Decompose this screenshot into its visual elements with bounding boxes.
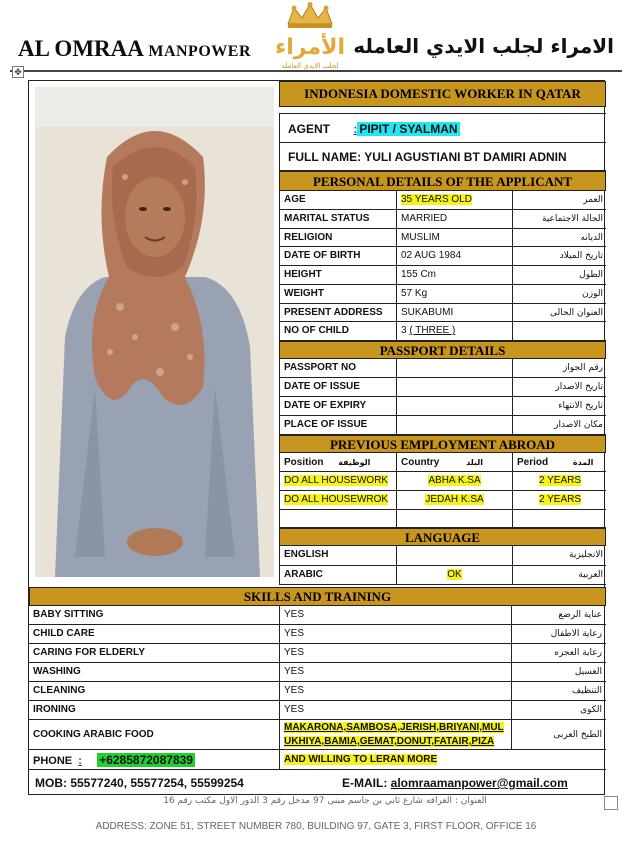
employment-header-row [279,453,606,472]
contact-row [29,770,606,796]
field-label: MARITAL STATUS [284,212,370,224]
employment-row [279,472,606,491]
personal-row [279,229,606,248]
field-value: MUSLIM [401,231,440,243]
personal-row [279,285,606,304]
agent-separator: : [353,122,358,136]
skill-label-arabic: عناية الرضع [558,610,602,620]
employment-period: 2 YEARS [538,494,582,505]
field-label-arabic: تاريخ الانتهاء [558,401,603,411]
skill-value: YES [284,685,305,696]
language-level: OK [447,568,462,580]
personal-row [279,266,606,285]
skill-value: YES [284,666,305,677]
brand-name-arabic: الامراء لجلب الايدي العامله [353,34,614,58]
passport-row [279,397,606,416]
field-label: DATE OF EXPIRY [284,400,367,411]
header-divider [10,70,622,72]
field-label: RELIGION [284,231,333,243]
col-country-header: Country البلد [401,457,484,468]
previous-employment-heading: PREVIOUS EMPLOYMENT ABROAD [279,435,606,453]
passport-details-heading: PASSPORT DETAILS [279,341,606,359]
form-title: INDONESIA DOMESTIC WORKER IN QATAR [279,81,606,107]
field-label: PRESENT ADDRESS [284,306,383,318]
email-label: E-MAIL: [342,776,388,790]
field-value [397,359,512,377]
employment-position: DO ALL HOUSEWORK [284,475,389,486]
skill-label-arabic: رعاية العجزه [554,648,602,658]
personal-row [279,210,606,229]
field-label-arabic: العنوان الحالى [550,307,603,318]
language-row [279,546,606,566]
skill-label: CLEANING [33,685,86,696]
skill-row-cooking [29,720,606,750]
full-name-row [279,143,606,171]
employment-empty-row [279,510,606,528]
phone-label: PHONE [33,755,73,767]
field-label-arabic: العمر [583,195,603,205]
field-label: DATE OF ISSUE [284,381,360,392]
cooking-dishes: MAKARONA,SAMBOSA,JERISH,BRIYANI,MUL UKHIYA,BAMIA,GEMAT,DONUT,FATAIR,PIZA [284,722,504,747]
skill-row [29,625,606,644]
field-value: 3 ( THREE ) [401,325,456,337]
mobile-numbers: MOB: 55577240, 55577254, 55599254 [35,776,244,790]
table-move-handle-icon[interactable]: ✥ [12,66,24,78]
field-label: DATE OF BIRTH [284,250,361,262]
field-label-arabic: تاريخ الاصدار [555,382,603,392]
field-label: AGE [284,194,306,205]
field-label: PASSPORT NO [284,362,357,373]
personal-details-heading: PERSONAL DETAILS OF THE APPLICANT [279,171,606,191]
field-label-arabic [513,322,607,340]
corner-box [604,796,618,810]
skill-label-arabic: الطبخ العربى [553,730,602,740]
field-value: 155 Cm [401,269,437,280]
email-link[interactable]: alomraamanpower@gmail.com [390,776,568,790]
field-value: 35 YEARS OLD [401,194,472,205]
employment-position: DO ALL HOUSEWROK [284,494,389,505]
skill-row [29,663,606,682]
skill-value: YES [284,628,305,639]
cv-form [28,80,605,795]
skill-label: BABY SITTING [33,609,104,620]
skill-label-arabic: الكوى [580,705,602,715]
agent-label: AGENT [288,122,330,136]
skill-label-arabic: التنظيف [571,686,602,696]
field-value: 02 AUG 1984 [401,250,462,262]
col-position-header: Position الوظيفة [284,457,371,468]
language-label-arabic: العربية [578,569,603,580]
applicant-photo [35,87,274,577]
employment-country: ABHA K.SA [428,475,481,486]
field-value [397,378,512,396]
full-name-value: YULI AGUSTIANI BT DAMIRI ADNIN [364,150,567,164]
skill-label: CARING FOR ELDERLY [33,647,145,658]
skill-value: YES [284,609,305,620]
field-value: 57 Kg [401,287,428,299]
field-label: NO OF CHILD [284,325,349,337]
full-name-label: FULL NAME: [288,150,362,164]
field-value [397,416,512,434]
skill-value: YES [284,647,305,658]
agent-value: PIPIT / SYALMAN [359,122,458,136]
passport-row [279,359,606,378]
field-label-arabic: الطول [579,270,603,280]
skills-heading: SKILLS AND TRAINING [29,587,606,606]
agent-row [279,113,606,143]
skill-row [29,606,606,625]
employment-row [279,491,606,510]
language-label: ENGLISH [284,549,329,560]
skill-row [29,644,606,663]
personal-row [279,191,606,210]
crown-icon [288,2,332,28]
skill-label: CHILD CARE [33,628,95,639]
field-label-arabic: الديانه [580,232,603,243]
language-label-arabic: الانجليزية [569,550,603,560]
personal-row [279,322,606,341]
field-value [397,397,512,415]
brand-name-english: AL OMRAA MANPOWER [18,36,251,61]
personal-row [279,304,606,323]
language-heading: LANGUAGE [279,528,606,546]
skill-row [29,682,606,701]
field-value: MARRIED [401,212,448,224]
field-label-arabic: رقم الجواز [562,363,603,373]
col-period-header: Period المدة [517,457,594,468]
skill-label: COOKING ARABIC FOOD [33,729,154,740]
employment-period: 2 YEARS [538,475,582,486]
passport-row [279,378,606,397]
skill-label: WASHING [33,666,81,677]
employment-country: JEDAH K.SA [425,494,484,505]
language-label: ARABIC [284,568,323,580]
field-label-arabic: مكان الاصدار [554,420,603,430]
field-label: WEIGHT [284,287,324,299]
logo-arabic-subtext: لجلب الايدي العامله [281,62,339,70]
skill-label: IRONING [33,704,76,715]
skill-label-arabic: رعاية الاطفال [550,629,602,639]
email-line [338,770,606,796]
field-value: SUKABUMI [401,306,454,318]
letterhead [0,0,632,75]
language-level [397,546,512,565]
field-label: HEIGHT [284,269,322,280]
field-label-arabic: تاريخ الميلاد [559,251,603,262]
field-label-arabic: الوزن [582,288,603,299]
address-arabic: العنوان : الغرافه شارع ثاني بن جاسم مبنى 97 مدخل رقم 3 الدور الاول مكتب رقم 16 [163,796,487,806]
field-label-arabic: الحالة الاجتماعية [542,213,603,224]
language-row [279,566,606,586]
logo-arabic-text: الأمراء [274,35,346,60]
field-label: PLACE OF ISSUE [284,419,368,430]
skill-value: YES [284,704,305,715]
cooking-note: AND WILLING TO LERAN MORE [284,754,438,765]
phone-row: PHONE : +6285872087839 AND WILLING TO LERAN MORE [29,750,606,770]
address-english: ADDRESS: ZONE 51, STREET NUMBER 780, BUILDING 97, GATE 3, FIRST FLOOR, OFFICE 16 [95,821,537,832]
personal-row [279,247,606,266]
skill-row [29,701,606,720]
company-logo [264,2,356,72]
passport-row [279,416,606,435]
phone-value[interactable]: +6285872087839 [99,753,193,767]
skill-label-arabic: الغسيل [574,667,602,677]
